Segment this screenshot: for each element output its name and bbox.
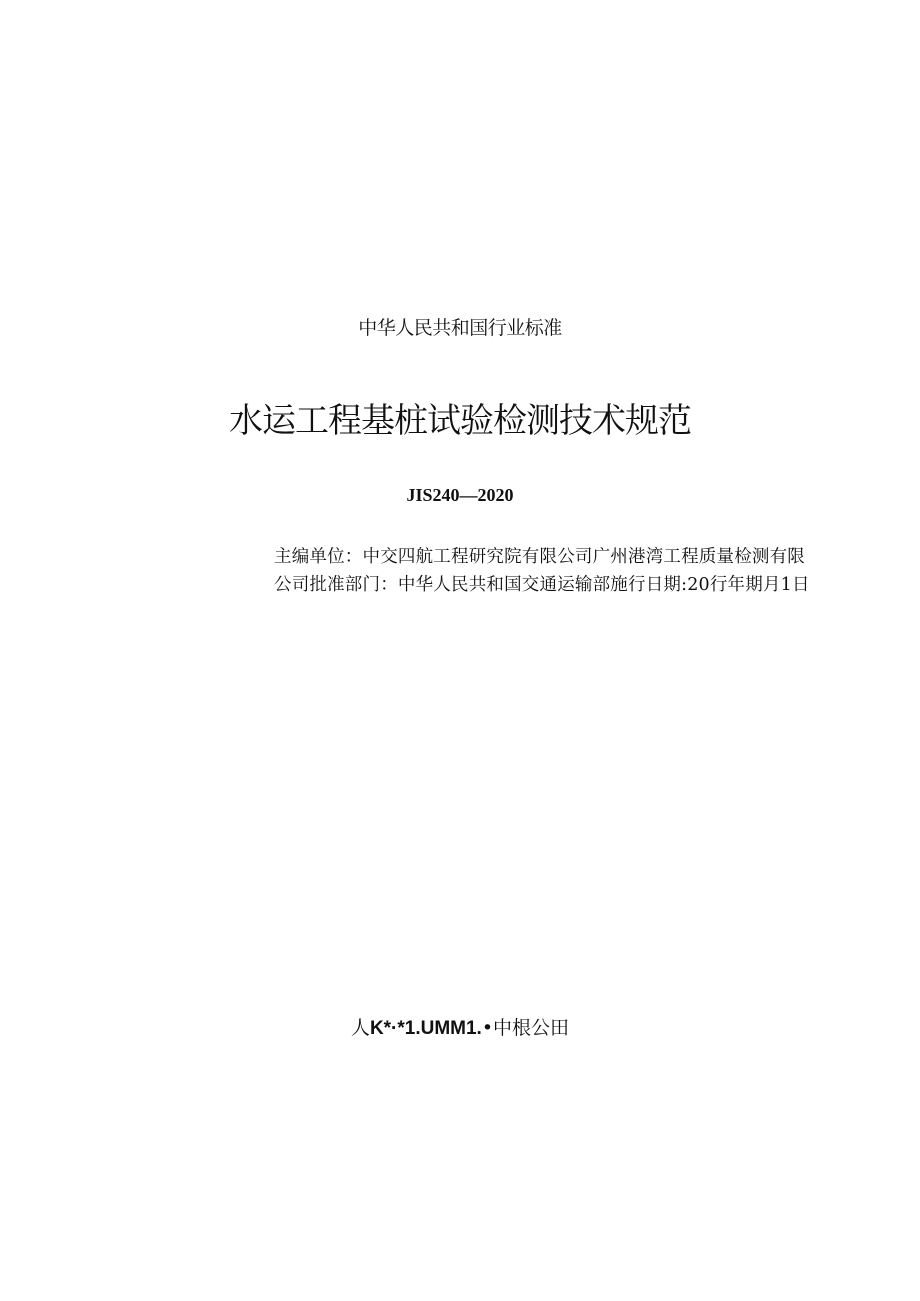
standard-code: JIS240—2020 xyxy=(406,485,514,505)
publisher-line xyxy=(0,1014,920,1043)
publisher-part-2: K*·*1.UMM1. xyxy=(369,1018,482,1039)
publisher-part-1: 人 xyxy=(350,1017,370,1039)
standard-category-label: 中华人民共和国行业标准 xyxy=(358,317,562,339)
publisher-part-3: •中根公田 xyxy=(481,1017,570,1039)
editorial-info: 主编单位：中交四航工程研究院有限公司广州港湾工程质量检测有限公司批准部门：中华人民共和国交通运输部施行日期:20行年期月1日 xyxy=(274,547,810,595)
document-title: 水运工程基桩试验检测技术规范 xyxy=(229,401,691,441)
